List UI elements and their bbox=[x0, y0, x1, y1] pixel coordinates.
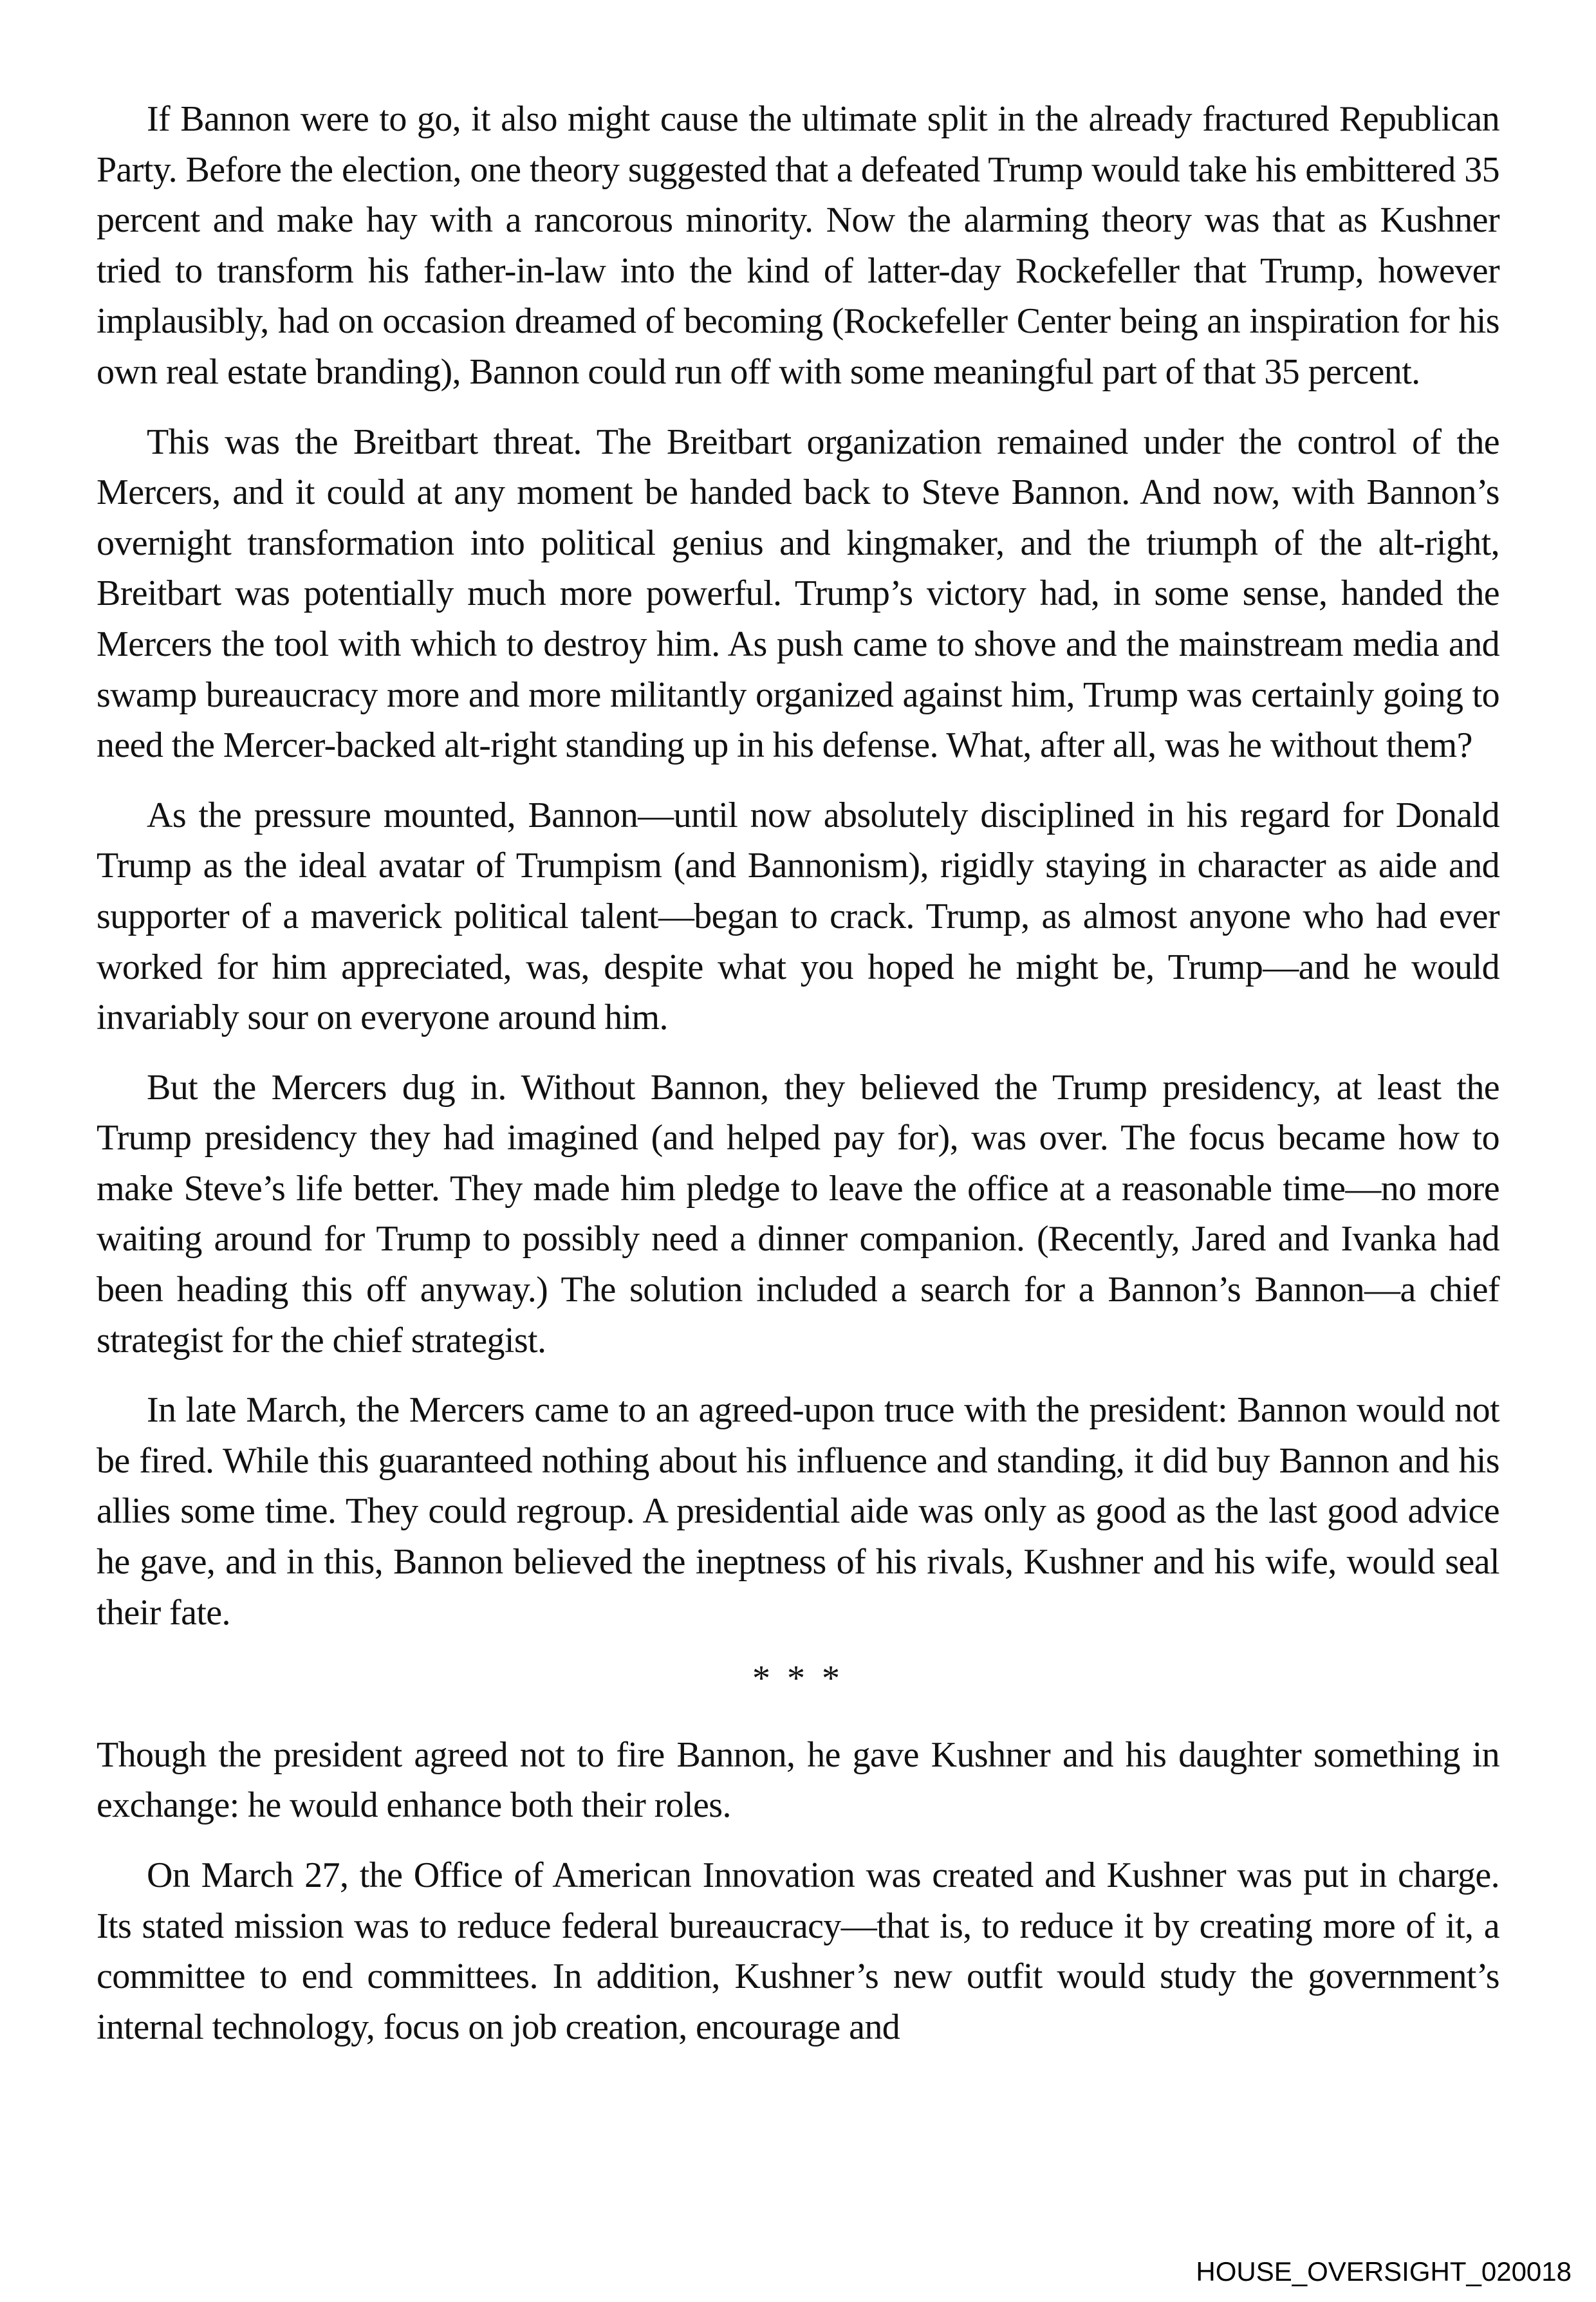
paragraph-pressure-mounted: As the pressure mounted, Bannon—until now absolutely disciplined in his regard for Donald Trump as the ideal avatar of Trumpism (and Bannonism), rigidly staying in character as aide and supporter of a maverick political talent—began to crack. Trump, as almost anyone who had ever worked for him appreciated, was, despite what you hoped he might be, Trump—and he would invariably sour on everyone around him. bbox=[97, 795, 1499, 1038]
bates-number: HOUSE_OVERSIGHT_020018 bbox=[1196, 2256, 1572, 2287]
section-break: * * * bbox=[752, 1658, 844, 1699]
paragraph-mercers-dug-in: But the Mercers dug in. Without Bannon, they believed the Trump presidency, at least the Trump presidency they had imagined (and helped pay for), was over. The focus became how to make Steve’s life better. They made him pledge to leave the office at a reasonable time—no more waiting around for Trump to possibly need a dinner companion. (Recently, Jared and Ivanka had been heading this off anyway.) The solution included a search for a Bannon’s Bannon—a chief strategist for the chief strategist. bbox=[97, 1067, 1499, 1360]
paragraph-truce: In late March, the Mercers came to an agreed-upon truce with the president: Bannon would not be fired. While this guaranteed nothing about his influence and standing, it did buy Bannon and his allies some time. They could regroup. A presidential aide was only as good as the last good advice he gave, and in this, Bannon believed the ineptness of his rivals, Kushner and his wife, would seal their fate. bbox=[97, 1390, 1499, 1633]
paragraph-enhance-roles: Though the president agreed not to fire Bannon, he gave Kushner and his daughter something in exchange: he would enhance both their roles. bbox=[97, 1734, 1499, 1826]
paragraph-office-american-innovation: On March 27, the Office of American Innovation was created and Kushner was put in charge. Its stated mission was to reduce federal bureaucracy—that is, to reduce it by creating more of it, a committee to end committees. In addition, Kushner’s new outfit would study the government’s internal technology, focus on job creation, encourage and bbox=[97, 1855, 1499, 2047]
document-page bbox=[97, 94, 1499, 2072]
paragraph-breitbart-threat: This was the Breitbart threat. The Breitbart organization remained under the control of the Mercers, and it could at any moment be handed back to Steve Bannon. And now, with Bannon’s overnight transformation into political genius and kingmaker, and the triumph of the alt-right, Breitbart was potentially much more powerful. Trump’s victory had, in some sense, handed the Mercers the tool with which to destroy him. As push came to shove and the mainstream media and swamp bureaucracy more and more militantly organized against him, Trump was certainly going to need the Mercer-backed alt-right standing up in his defense. What, after all, was he without them? bbox=[97, 422, 1499, 766]
paragraph-bannon-split: If Bannon were to go, it also might cause the ultimate split in the already fractured Republican Party. Before the election, one theory suggested that a defeated Trump would take his embittered 35 percent and make hay with a rancorous minority. Now the alarming theory was that as Kushner tried to transform his father-in-law into the kind of latter-day Rockefeller that Trump, however implausibly, had on occasion dreamed of becoming (Rockefeller Center being an inspiration for his own real estate branding), Bannon could run off with some meaningful part of that 35 percent. bbox=[97, 99, 1499, 392]
